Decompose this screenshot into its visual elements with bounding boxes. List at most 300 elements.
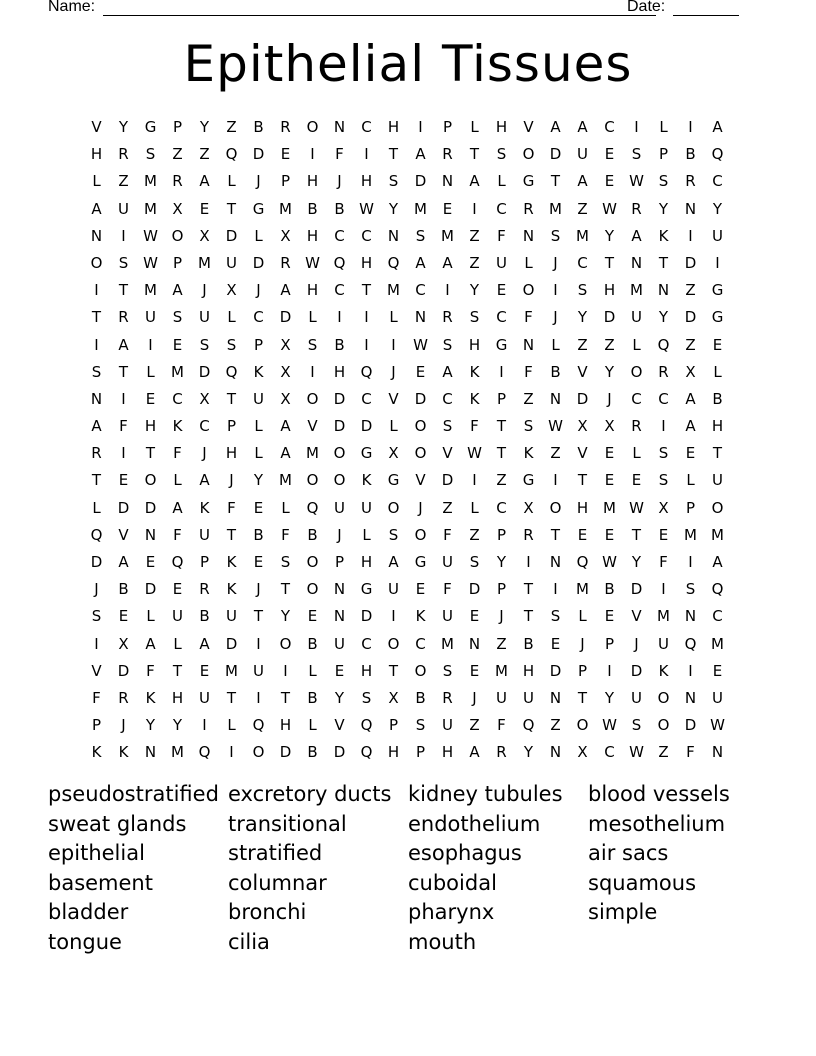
grid-letter: A	[280, 417, 291, 436]
grid-letter: B	[118, 580, 129, 599]
grid-letter: D	[630, 580, 643, 599]
grid-letter: M	[549, 199, 562, 218]
grid-letter: L	[632, 444, 641, 463]
grid-letter: J	[229, 471, 234, 490]
grid-letter: X	[172, 199, 183, 218]
grid-letter: I	[391, 607, 396, 626]
grid-letter: M	[576, 580, 589, 599]
grid-letter: I	[256, 688, 261, 707]
grid-letter: I	[121, 389, 126, 408]
grid-letter: Z	[577, 199, 588, 218]
grid-letter: A	[631, 226, 642, 245]
grid-letter: S	[496, 145, 507, 164]
grid-letter: E	[604, 607, 615, 626]
date-field-line	[673, 15, 739, 16]
grid-letter: U	[145, 308, 156, 327]
grid-letter: M	[144, 199, 157, 218]
grid-letter: T	[388, 145, 399, 164]
grid-letter: D	[684, 253, 697, 272]
grid-letter: Y	[145, 716, 156, 735]
grid-letter: K	[226, 553, 237, 571]
grid-letter: G	[252, 199, 265, 218]
grid-letter: B	[307, 688, 318, 707]
grid-letter: M	[144, 172, 157, 191]
grid-letter: I	[418, 118, 423, 136]
grid-letter: X	[577, 417, 588, 436]
word-list-item: tongue	[48, 929, 122, 954]
grid-letter: H	[387, 743, 400, 762]
grid-letter: M	[279, 199, 292, 218]
grid-letter: Z	[577, 335, 588, 354]
grid-letter: H	[522, 661, 535, 680]
grid-letter: I	[94, 281, 99, 300]
grid-letter: A	[685, 417, 696, 436]
grid-letter: A	[442, 253, 453, 272]
grid-letter: S	[226, 335, 237, 354]
grid-letter: A	[577, 118, 588, 136]
grid-letter: G	[522, 172, 535, 191]
grid-letter: E	[604, 471, 615, 490]
word-list-item: esophagus	[408, 841, 522, 866]
grid-letter: F	[686, 743, 695, 762]
grid-letter: U	[442, 553, 453, 571]
grid-letter: J	[607, 389, 612, 408]
grid-letter: N	[630, 253, 643, 272]
grid-letter: M	[684, 525, 697, 544]
grid-letter: Z	[496, 471, 507, 490]
grid-letter: H	[711, 417, 724, 436]
grid-letter: D	[225, 634, 238, 653]
grid-letter: I	[445, 281, 450, 300]
grid-letter: N	[90, 389, 103, 408]
letter-grid	[83, 114, 733, 767]
grid-letter: F	[173, 525, 182, 544]
grid-letter: N	[144, 525, 157, 544]
grid-letter: Y	[523, 743, 534, 762]
grid-letter: O	[252, 743, 265, 762]
grid-letter: O	[144, 471, 157, 490]
grid-letter: T	[226, 389, 237, 408]
grid-letter: S	[550, 226, 561, 245]
grid-letter: P	[496, 580, 507, 599]
grid-letter: W	[359, 199, 374, 218]
grid-letter: P	[496, 389, 507, 408]
grid-letter: W	[305, 253, 320, 272]
grid-letter: L	[146, 607, 155, 626]
grid-letter: O	[657, 716, 670, 735]
grid-letter: E	[469, 661, 480, 680]
grid-letter: L	[173, 471, 182, 490]
grid-letter: C	[199, 417, 210, 436]
word-list-item: squamous	[588, 870, 697, 895]
grid-letter: R	[523, 199, 534, 218]
grid-letter: S	[118, 253, 129, 272]
grid-letter: S	[631, 716, 642, 735]
grid-letter: D	[549, 661, 562, 680]
grid-letter: E	[118, 607, 129, 626]
grid-letter: L	[308, 661, 317, 680]
grid-letter: P	[685, 498, 696, 517]
grid-letter: Z	[199, 145, 210, 164]
grid-letter: C	[361, 118, 372, 136]
grid-letter: A	[469, 172, 480, 191]
grid-letter: U	[658, 634, 669, 653]
grid-letter: I	[688, 661, 693, 680]
grid-letter: D	[360, 417, 373, 436]
grid-letter: V	[91, 661, 102, 680]
grid-letter: J	[499, 607, 504, 626]
grid-letter: Q	[387, 253, 400, 272]
grid-letter: Z	[469, 226, 480, 245]
grid-letter: R	[496, 743, 507, 762]
grid-letter: F	[281, 525, 290, 544]
grid-letter: Q	[711, 580, 724, 599]
grid-letter: P	[415, 743, 426, 762]
grid-letter: O	[306, 118, 319, 136]
grid-letter: C	[415, 634, 426, 653]
grid-letter: V	[577, 444, 588, 463]
grid-letter: P	[496, 525, 507, 544]
grid-letter: X	[604, 417, 615, 436]
grid-letter: D	[684, 716, 697, 735]
word-list-item: excretory ducts	[228, 782, 392, 806]
grid-letter: X	[280, 389, 291, 408]
grid-letter: L	[632, 335, 641, 354]
grid-letter: F	[443, 525, 452, 544]
grid-letter: I	[553, 580, 558, 599]
grid-letter: J	[337, 525, 342, 544]
grid-letter: B	[685, 145, 696, 164]
grid-letter: O	[657, 688, 670, 707]
grid-letter: U	[712, 688, 723, 707]
word-list-item: columnar	[228, 870, 327, 895]
grid-letter: Y	[334, 688, 345, 707]
grid-letter: A	[388, 553, 399, 571]
grid-letter: Z	[550, 716, 561, 735]
grid-letter: E	[415, 580, 426, 599]
grid-letter: T	[496, 417, 507, 436]
grid-letter: D	[90, 553, 103, 571]
grid-letter: J	[553, 308, 558, 327]
grid-letter: B	[523, 634, 534, 653]
grid-letter: V	[631, 607, 642, 626]
grid-letter: T	[118, 362, 129, 381]
grid-letter: C	[658, 389, 669, 408]
grid-letter: C	[442, 389, 453, 408]
grid-letter: E	[415, 362, 426, 381]
grid-letter: M	[495, 661, 508, 680]
grid-letter: Z	[469, 716, 480, 735]
grid-letter: M	[711, 525, 724, 544]
grid-letter: L	[578, 607, 587, 626]
grid-letter: E	[118, 471, 129, 490]
grid-letter: K	[658, 226, 669, 245]
grid-letter: P	[253, 335, 264, 354]
grid-letter: L	[524, 253, 533, 272]
grid-letter: L	[254, 444, 263, 463]
grid-letter: O	[306, 471, 319, 490]
grid-letter: A	[199, 634, 210, 653]
grid-letter: W	[413, 335, 428, 354]
grid-letter: N	[657, 281, 670, 300]
grid-letter: I	[661, 580, 666, 599]
grid-letter: O	[306, 580, 319, 599]
grid-letter: W	[602, 716, 617, 735]
grid-letter: A	[469, 743, 480, 762]
grid-letter: I	[553, 281, 558, 300]
grid-letter: Y	[658, 308, 669, 327]
grid-letter: K	[253, 362, 264, 381]
grid-letter: E	[496, 281, 507, 300]
grid-letter: O	[306, 389, 319, 408]
grid-letter: B	[253, 525, 264, 544]
grid-letter: X	[118, 634, 129, 653]
grid-letter: D	[225, 226, 238, 245]
grid-letter: D	[198, 362, 211, 381]
grid-letter: M	[279, 471, 292, 490]
grid-letter: G	[711, 281, 724, 300]
grid-letter: H	[171, 688, 184, 707]
grid-letter: T	[523, 580, 534, 599]
grid-letter: Q	[198, 743, 211, 762]
grid-letter: U	[712, 471, 723, 490]
grid-letter: A	[172, 498, 183, 517]
grid-letter: T	[604, 253, 615, 272]
grid-letter: G	[495, 335, 508, 354]
grid-letter: N	[522, 335, 535, 354]
grid-letter: L	[92, 498, 101, 517]
grid-letter: T	[523, 607, 534, 626]
grid-letter: Y	[712, 199, 723, 218]
grid-letter: B	[199, 607, 210, 626]
grid-letter: L	[362, 525, 371, 544]
grid-letter: T	[550, 172, 561, 191]
grid-letter: M	[441, 226, 454, 245]
grid-letter: Y	[253, 471, 264, 490]
grid-letter: H	[90, 145, 103, 164]
word-list-item: mouth	[408, 929, 477, 954]
grid-letter: R	[523, 525, 534, 544]
grid-letter: T	[118, 281, 129, 300]
grid-letter: L	[470, 118, 479, 136]
grid-letter: M	[603, 498, 616, 517]
word-list	[48, 780, 788, 958]
grid-letter: T	[91, 471, 102, 490]
word-list-item: epithelial	[48, 841, 145, 866]
grid-letter: S	[658, 444, 669, 463]
grid-letter: X	[388, 688, 399, 707]
grid-letter: C	[361, 226, 372, 245]
grid-letter: Q	[360, 743, 373, 762]
grid-letter: F	[497, 226, 506, 245]
grid-letter: J	[202, 444, 207, 463]
header	[48, 0, 748, 20]
grid-letter: T	[496, 444, 507, 463]
grid-letter: C	[712, 172, 723, 191]
grid-letter: A	[415, 253, 426, 272]
grid-letter: O	[90, 253, 103, 272]
grid-letter: F	[335, 145, 344, 164]
grid-letter: M	[198, 253, 211, 272]
grid-letter: H	[144, 417, 157, 436]
grid-letter: U	[118, 199, 129, 218]
grid-letter: I	[121, 226, 126, 245]
grid-letter: N	[387, 226, 400, 245]
word-list-item: mesothelium	[588, 811, 726, 836]
grid-letter: V	[118, 525, 129, 544]
grid-letter: I	[499, 362, 504, 381]
grid-letter: O	[387, 498, 400, 517]
grid-letter: Z	[685, 281, 696, 300]
grid-letter: A	[685, 389, 696, 408]
grid-letter: T	[577, 471, 588, 490]
grid-letter: E	[550, 634, 561, 653]
grid-letter: V	[91, 118, 102, 136]
grid-letter: J	[94, 580, 99, 599]
grid-letter: U	[199, 525, 210, 544]
grid-letter: Z	[172, 145, 183, 164]
grid-letter: L	[173, 634, 182, 653]
grid-letter: P	[91, 716, 102, 735]
grid-letter: C	[604, 743, 615, 762]
grid-letter: F	[524, 362, 533, 381]
grid-letter: E	[253, 498, 264, 517]
grid-letter: Q	[360, 716, 373, 735]
grid-letter: M	[144, 281, 157, 300]
grid-letter: R	[172, 172, 183, 191]
grid-letter: Q	[684, 634, 697, 653]
grid-letter: J	[418, 498, 423, 517]
grid-letter: D	[333, 389, 346, 408]
grid-letter: R	[91, 444, 102, 463]
grid-letter: T	[91, 308, 102, 327]
grid-letter: Y	[604, 362, 615, 381]
grid-letter: R	[658, 362, 669, 381]
grid-letter: E	[604, 172, 615, 191]
grid-letter: N	[684, 199, 697, 218]
grid-letter: U	[334, 634, 345, 653]
grid-letter: L	[146, 362, 155, 381]
grid-letter: J	[256, 580, 261, 599]
grid-letter: H	[387, 118, 400, 136]
grid-letter: S	[415, 716, 426, 735]
grid-letter: U	[334, 498, 345, 517]
grid-letter: A	[118, 335, 129, 354]
grid-letter: B	[415, 688, 426, 707]
grid-letter: K	[172, 417, 183, 436]
grid-letter: O	[711, 498, 724, 517]
grid-letter: J	[580, 634, 585, 653]
grid-letter: I	[202, 716, 207, 735]
grid-letter: A	[712, 553, 723, 571]
grid-letter: N	[333, 607, 346, 626]
grid-letter: X	[226, 281, 237, 300]
grid-letter: E	[199, 661, 210, 680]
grid-letter: U	[172, 607, 183, 626]
grid-letter: U	[577, 145, 588, 164]
grid-letter: Q	[657, 335, 670, 354]
grid-letter: B	[307, 743, 318, 762]
grid-letter: I	[688, 226, 693, 245]
grid-letter: E	[280, 145, 291, 164]
grid-letter: R	[631, 417, 642, 436]
grid-letter: C	[577, 253, 588, 272]
grid-letter: E	[334, 661, 345, 680]
grid-letter: L	[659, 118, 668, 136]
grid-letter: H	[495, 118, 508, 136]
grid-letter: K	[658, 661, 669, 680]
grid-letter: G	[360, 444, 373, 463]
grid-letter: J	[256, 172, 261, 191]
grid-letter: K	[361, 471, 372, 490]
grid-letter: A	[145, 634, 156, 653]
grid-letter: Q	[522, 716, 535, 735]
grid-letter: X	[577, 743, 588, 762]
grid-letter: P	[442, 118, 453, 136]
grid-letter: R	[442, 308, 453, 327]
grid-letter: X	[280, 226, 291, 245]
grid-letter: P	[172, 118, 183, 136]
grid-letter: N	[549, 743, 562, 762]
grid-letter: Y	[577, 308, 588, 327]
grid-letter: S	[658, 172, 669, 191]
grid-letter: I	[553, 471, 558, 490]
grid-letter: D	[252, 253, 265, 272]
grid-letter: G	[387, 471, 400, 490]
grid-letter: Q	[171, 553, 184, 571]
grid-letter: K	[523, 444, 534, 463]
grid-letter: D	[333, 417, 346, 436]
grid-letter: I	[94, 634, 99, 653]
grid-letter: R	[280, 118, 291, 136]
grid-letter: F	[470, 417, 479, 436]
grid-letter: T	[145, 444, 156, 463]
grid-letter: Z	[658, 743, 669, 762]
grid-letter: P	[334, 553, 345, 571]
grid-letter: C	[334, 226, 345, 245]
grid-letter: Y	[280, 607, 291, 626]
grid-letter: N	[711, 743, 724, 762]
grid-letter: U	[253, 661, 264, 680]
word-list-item: kidney tubules	[408, 782, 563, 806]
word-list-item: sweat glands	[48, 811, 187, 836]
grid-letter: K	[415, 607, 426, 626]
grid-letter: I	[94, 335, 99, 354]
grid-letter: I	[364, 308, 369, 327]
grid-letter: A	[280, 444, 291, 463]
word-list-item: simple	[588, 900, 658, 925]
grid-letter: C	[496, 308, 507, 327]
grid-letter: Y	[118, 118, 129, 136]
grid-letter: I	[310, 145, 315, 164]
name-label: Name:	[48, 0, 96, 15]
grid-letter: Z	[118, 172, 129, 191]
grid-letter: I	[256, 634, 261, 653]
grid-letter: D	[144, 580, 157, 599]
grid-letter: R	[118, 308, 129, 327]
grid-letter: H	[468, 335, 481, 354]
grid-letter: L	[254, 417, 263, 436]
grid-letter: F	[443, 580, 452, 599]
grid-letter: H	[279, 716, 292, 735]
grid-letter: F	[92, 688, 101, 707]
grid-letter: W	[467, 444, 482, 463]
grid-letter: H	[576, 498, 589, 517]
grid-letter: H	[360, 553, 373, 571]
grid-letter: S	[550, 607, 561, 626]
grid-letter: M	[441, 634, 454, 653]
grid-letter: E	[469, 607, 480, 626]
